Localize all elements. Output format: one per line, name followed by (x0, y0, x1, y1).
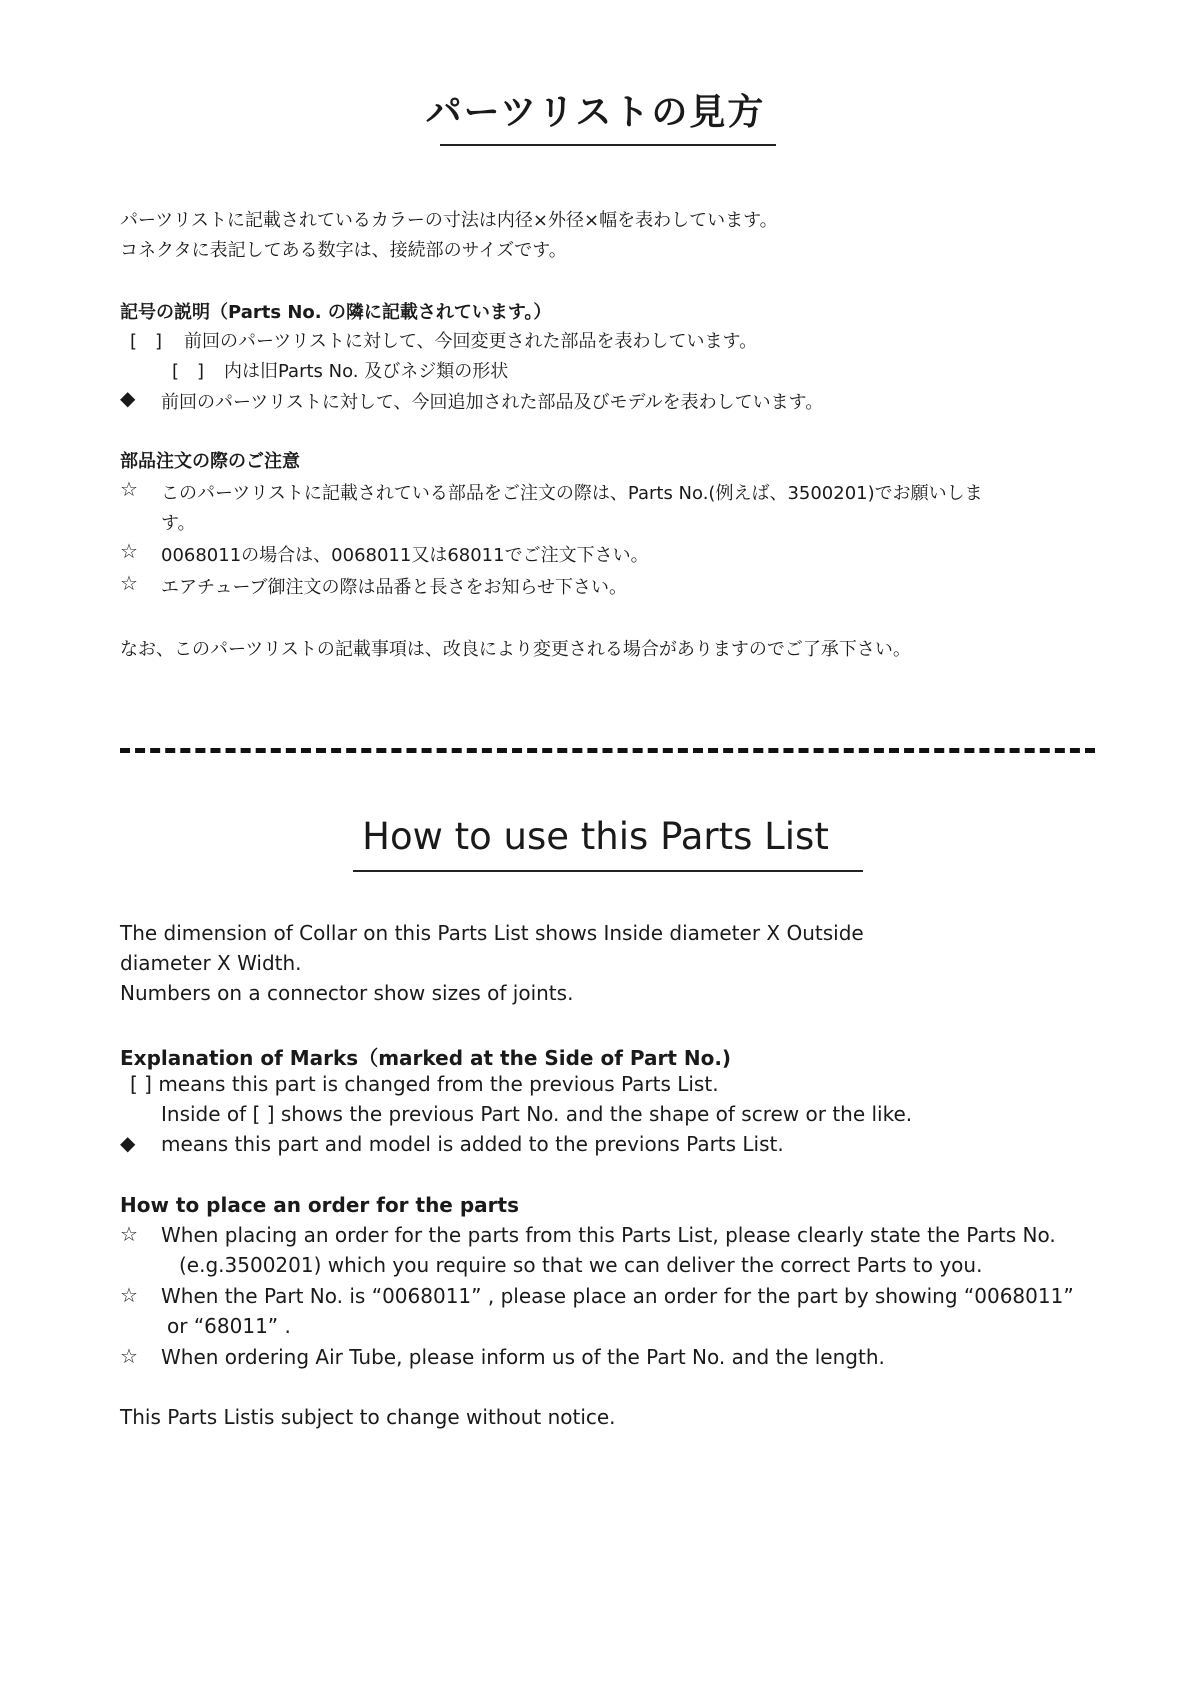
star-icon: ☆ (120, 571, 138, 595)
footer-note-jp: なお、このパーツリストの記載事項は、改良により変更される場合がありますのでご了承下さい。 (120, 639, 911, 660)
bracket-mark-text-en: [ ] means this part is changed from the previous Parts List. (130, 1072, 719, 1096)
order-heading-jp: 部品注文の際のご注意 (120, 451, 300, 472)
page-title-jp: パーツリストの見方 (425, 92, 766, 133)
intro-line-en-3: Numbers on a connector show sizes of joints. (120, 981, 574, 1005)
star-icon: ☆ (120, 539, 138, 563)
star-icon: ☆ (120, 477, 138, 501)
page-title-en: How to use this Parts List (362, 815, 829, 858)
intro-line-jp-1: パーツリストに記載されているカラーの寸法は内径×外径×幅を表わしています。 (120, 210, 778, 231)
diamond-icon: ◆ (120, 1131, 136, 1155)
bracket-sub-mark-jp: [ ] (172, 361, 205, 382)
star-icon: ☆ (120, 1344, 138, 1368)
bracket-sub-text-en: Inside of [ ] shows the previous Part No. and the shape of screw or the like. (161, 1102, 913, 1126)
order-item-en-2-line2: or “68011” . (167, 1314, 291, 1338)
diamond-mark-text-en: means this part and model is added to the previons Parts List. (161, 1132, 784, 1156)
order-item-en-2-line1: When the Part No. is “0068011” , please place an order for the part by showing “0068011” (161, 1284, 1074, 1308)
marks-heading-jp: 記号の説明（Parts No. の隣に記載されています。） (120, 302, 552, 323)
section-divider (120, 748, 1095, 753)
order-item-jp-3: エアチューブ御注文の際は品番と長さをお知らせ下さい。 (161, 577, 628, 598)
order-item-en-1-line1: When placing an order for the parts from this Parts List, please clearly state the Parts No. (161, 1223, 1056, 1247)
title-underline-en (353, 870, 863, 872)
marks-heading-en: Explanation of Marks（marked at the Side of Part No.) (120, 1046, 732, 1070)
diamond-icon: ◆ (120, 386, 136, 410)
order-heading-en: How to place an order for the parts (120, 1193, 519, 1217)
order-item-jp-1-line2: す。 (161, 513, 196, 534)
order-item-en-3: When ordering Air Tube, please inform us of the Part No. and the length. (161, 1345, 885, 1369)
order-item-en-1-line2: (e.g.3500201) which you require so that we can deliver the correct Parts to you. (179, 1253, 983, 1277)
bracket-sub-text-jp: 内は旧Parts No. 及びネジ類の形状 (224, 361, 509, 382)
order-item-jp-2: 0068011の場合は、0068011又は68011でご注文下さい。 (161, 545, 649, 566)
footer-note-en: This Parts Listis subject to change without notice. (120, 1405, 616, 1429)
star-icon: ☆ (120, 1283, 138, 1307)
bracket-mark-text-jp: 前回のパーツリストに対して、今回変更された部品を表わしています。 (184, 331, 758, 352)
intro-line-en-2: diameter X Width. (120, 951, 302, 975)
bracket-mark-jp: [ ] (130, 331, 163, 352)
title-underline-jp (440, 144, 776, 146)
intro-line-jp-2: コネクタに表記してある数字は、接続部のサイズです。 (120, 240, 567, 261)
diamond-mark-text-jp: 前回のパーツリストに対して、今回追加された部品及びモデルを表わしています。 (161, 392, 824, 413)
star-icon: ☆ (120, 1222, 138, 1246)
intro-line-en-1: The dimension of Collar on this Parts List shows Inside diameter X Outside (120, 921, 864, 945)
order-item-jp-1-line1: このパーツリストに記載されている部品をご注文の際は、Parts No.(例えば、3500201)でお願いしま (161, 483, 983, 504)
